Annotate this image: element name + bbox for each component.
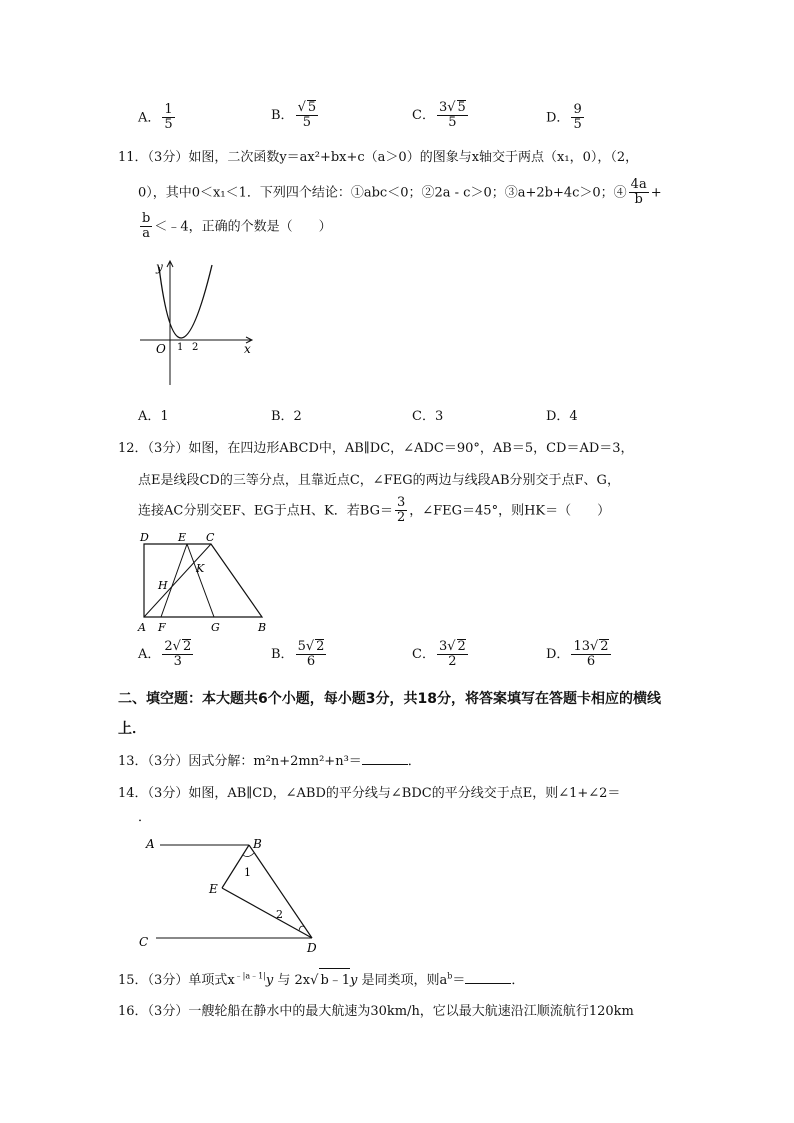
q11-line-1: 11．（3分）如图，二次函数y＝ax²+bx+c（a＞0）的图象与x轴交于两点（x₁，0），（2， xyxy=(118,150,639,165)
graph-tick-1: 1 xyxy=(177,342,184,353)
section2-heading-line-2: 上． xyxy=(118,721,146,737)
q11-option-b: B．2 xyxy=(271,409,302,424)
angle-1-arc xyxy=(243,853,254,857)
label-a: A xyxy=(146,837,155,851)
label-angle-1: 1 xyxy=(244,866,251,879)
label-angle-2: 2 xyxy=(276,908,283,921)
q14-line-1: 14．（3分）如图，AB∥CD，∠ABD的平分线与∠BDC的平分线交于点E，则∠1+∠2＝ xyxy=(118,786,621,801)
q10-option-d: D． $\frac{9}{5}$ xyxy=(546,102,582,133)
q10-option-b: B． $\frac{√ 5}{5}$ xyxy=(271,100,317,131)
q10-option-a: A． $\frac{1}{5}$ xyxy=(138,102,173,133)
q15-answer-blank xyxy=(465,973,511,984)
label-g: G xyxy=(211,621,220,634)
graph-tick-2: 2 xyxy=(192,342,199,353)
label-b: B xyxy=(253,837,262,851)
graph-label-y: y xyxy=(156,260,163,274)
label-c: C xyxy=(206,531,215,544)
q11-line-3: $\frac{b}{a}$ ＜﹣4，正确的个数是（ ） xyxy=(142,211,332,242)
q12-option-c: C． $\frac{3√ 2}{2}$ xyxy=(412,639,466,670)
q12-option-d: D． $\frac{13√ 2}{6}$ xyxy=(546,639,609,670)
q13-text: 13．（3分）因式分解：m²n+2mn²+n³＝ ． xyxy=(118,754,421,769)
q12-line-2: 点E是线段CD的三等分点，且靠近点C，∠FEG的两边与线段AB分别交于点F、G， xyxy=(138,473,620,488)
q11-line-2: 0），其中0＜x₁＜1．下列四个结论：①abc＜0；②2a - c＞0；③a+2b+4c＞0；④ $\frac{4a}{b}$ + xyxy=(138,177,662,208)
q13-answer-blank xyxy=(362,754,408,765)
segment-ed xyxy=(222,888,312,938)
angle-2-arc xyxy=(299,926,305,931)
label-h: H xyxy=(158,579,168,592)
parabola-graph xyxy=(130,255,265,390)
label-k: K xyxy=(196,562,205,575)
section2-heading-line-1: 二、填空题：本大题共6个小题，每小题3分，共18分，将答案填写在答题卡相应的横线 xyxy=(118,691,661,707)
graph-label-x: x xyxy=(244,342,251,356)
q12-option-a: A． $\frac{2√ 2}{3}$ xyxy=(138,639,192,670)
label-f: F xyxy=(158,621,166,634)
label-a: A xyxy=(138,621,146,634)
q14-line-2: ． xyxy=(138,810,152,825)
q12-option-b: B． $\frac{5√ 2}{6}$ xyxy=(271,639,325,670)
angle-bisector-figure xyxy=(134,830,334,960)
label-e: E xyxy=(178,531,187,544)
label-b: B xyxy=(258,621,267,634)
q12-line-3: 连接AC分别交EF、EG于点H、K．若BG＝ $\frac{3}{2}$ ，∠FEG＝45°，则HK＝（ ） xyxy=(138,495,611,526)
q10-option-c: C． $\frac{3√ 5}{5}$ xyxy=(412,100,466,131)
label-d: D xyxy=(307,941,317,955)
label-c: C xyxy=(139,935,149,949)
q11-option-d: D．4 xyxy=(546,409,578,424)
q11-option-a: A．1 xyxy=(138,409,169,424)
q11-option-c: C．3 xyxy=(412,409,444,424)
label-d: D xyxy=(140,531,149,544)
q15-text: 15．（3分）单项式$x^{﹣|a﹣1|}y$ 与 2x√ b﹣1y 是同类项，则$a^b=$ ． xyxy=(118,968,524,988)
graph-label-origin: O xyxy=(156,342,166,356)
label-e: E xyxy=(209,882,218,896)
parabola-curve xyxy=(159,265,212,338)
quadrilateral-figure xyxy=(134,530,279,635)
q16-text: 16．（3分）一艘轮船在静水中的最大航速为30km/h，它以最大航速沿江顺流航行120km xyxy=(118,1004,634,1019)
segment-bd xyxy=(249,845,312,938)
q12-line-1: 12．（3分）如图，在四边形ABCD中，AB∥DC，∠ADC＝90°，AB＝5，CD＝AD＝3， xyxy=(118,441,634,456)
